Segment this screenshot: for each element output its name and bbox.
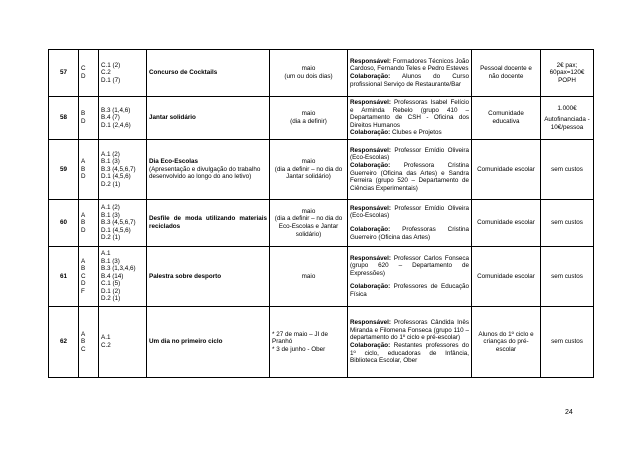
meta-item: C.1 (5): [101, 280, 121, 288]
objective-letter: B: [81, 265, 86, 273]
meta-item: D.2 (1): [101, 180, 121, 188]
cost-line: sem custos: [551, 165, 583, 173]
meta-item: B.3 (4,5,6,7): [101, 219, 136, 227]
responsible-text: Professor Carlos Fonseca (grupo 620 – Departamento de Expressões): [350, 254, 469, 277]
meta-item: D.1 (4,5,6): [101, 173, 131, 181]
collaboration-block: [350, 73, 469, 88]
metas-cell: [99, 247, 147, 307]
responsible-block: [350, 99, 469, 129]
meta-item: C.1 (2): [101, 61, 121, 69]
date-line: (dia a definir – no dia do Jantar solidário): [274, 165, 343, 181]
date-cell: [270, 307, 348, 378]
activity-title: Desfile de moda utilizando materiais reciclados: [149, 215, 267, 230]
cost-line: 2€ pax;: [556, 61, 578, 69]
date-cell: [270, 247, 348, 307]
activity-plan-table: [48, 49, 594, 378]
target-public: Comunidade escolar: [472, 200, 541, 247]
meta-item: B.4 (14): [101, 272, 124, 280]
target-public: Alunos do 1º ciclo e crianças do pré-escolar: [472, 307, 541, 378]
table-row: [49, 307, 594, 378]
date-line: (um ou dois dias): [284, 73, 333, 80]
objective-letter: A: [81, 257, 86, 265]
objective-letter: B: [81, 110, 86, 118]
meta-item: B.1 (3): [101, 257, 120, 265]
objective-letter: D: [81, 118, 86, 125]
collaboration-text: Professora Cristina Guerreiro (Oficina das Artes) e Sandra Ferreira (grupo 520 – Departamento de Ciências Experimentais): [350, 161, 469, 192]
activity-title-cell: [147, 97, 270, 140]
meta-item: B.3 (4,5,6,7): [101, 165, 136, 173]
meta-item: D.1 (7): [101, 76, 121, 84]
date-line: maio: [301, 110, 316, 118]
cost-line: sem custos: [551, 219, 583, 227]
metas-cell: [99, 307, 147, 378]
costs-cell: [541, 140, 594, 200]
objectives-cell: [79, 50, 99, 97]
meta-item: B.3 (1,4,6): [101, 106, 131, 114]
date-line: maio: [301, 158, 316, 166]
metas-cell: [99, 200, 147, 247]
objectives-cell: [79, 247, 99, 307]
activity-number: 59: [49, 140, 79, 200]
date-line: maio: [301, 272, 316, 280]
activity-title: Jantar solidário: [149, 114, 196, 122]
activity-number: 61: [49, 247, 79, 307]
objective-letter: B: [81, 338, 86, 346]
costs-cell: [541, 200, 594, 247]
activity-title: Palestra sobre desporto: [149, 272, 222, 280]
collaboration-text: Clubes e Projetos: [390, 129, 442, 137]
activity-number: 58: [49, 97, 79, 140]
collaboration-label: Colaboração:: [350, 73, 391, 80]
metas-cell: [99, 50, 147, 97]
activity-title-cell: [147, 247, 270, 307]
objective-letter: D: [81, 173, 86, 181]
meta-item: B.1 (3): [101, 158, 120, 166]
cost-line: 1.000€: [557, 104, 577, 112]
collaboration-block: [350, 129, 469, 137]
collaboration-text: Restantes professores do 1º ciclo, educadoras de Infância, Biblioteca Escolar, Ober: [350, 342, 469, 365]
activity-title: Dia Eco-Escolas: [149, 158, 198, 166]
activity-title: Concurso de Cocktails: [149, 69, 218, 77]
responsible-block: [350, 147, 469, 162]
meta-item: D.2 (1): [101, 234, 121, 242]
table-row: [49, 140, 594, 200]
activity-title-cell: [147, 140, 270, 200]
objective-letter: C: [81, 345, 86, 353]
activity-number: 62: [49, 307, 79, 378]
target-public: Comunidade escolar: [472, 247, 541, 307]
meta-item: D.1 (4,5,6): [101, 226, 131, 234]
date-line: (dia a definir): [290, 118, 327, 125]
date-line: maio: [301, 207, 316, 215]
date-cell: [270, 50, 348, 97]
responsible-label: Responsável:: [350, 254, 391, 262]
meta-item: D.1 (2,4,6): [101, 121, 131, 129]
objective-letter: F: [81, 287, 85, 295]
metas-cell: [99, 97, 147, 140]
responsible-text: Professor Emídio Oliveira (Eco-Escolas): [350, 146, 469, 162]
responsible-label: Responsável:: [350, 319, 391, 327]
objective-letter: D: [81, 73, 86, 80]
target-public: Comunidade escolar: [472, 140, 541, 200]
objectives-cell: [79, 140, 99, 200]
collaboration-block: [350, 283, 469, 298]
table-row: [49, 247, 594, 307]
meta-item: B.4 (7): [101, 114, 120, 122]
meta-item: A.1: [101, 249, 111, 257]
cost-line: Autofinanciada - 10€/pessoa: [544, 116, 590, 131]
objectives-cell: [79, 307, 99, 378]
objective-letter: B: [81, 219, 86, 227]
target-public: Comunidade educativa: [472, 97, 541, 140]
table-row: [49, 200, 594, 247]
responsible-label: Responsável:: [350, 99, 391, 107]
responsible-cell: [348, 97, 472, 140]
cost-line: 60pax=120€: [549, 69, 585, 77]
page-number: 24: [565, 409, 573, 416]
meta-item: C.2: [101, 69, 111, 77]
responsible-label: Responsável:: [350, 57, 391, 65]
objective-letter: D: [81, 226, 86, 234]
responsible-text: Professoras Cândida Inês Miranda e Filomena Fonseca (grupo 110 – departamento do 1º ciclo e pré-escolar): [350, 319, 469, 342]
objective-letter: A: [81, 158, 86, 166]
activity-title-cell: [147, 200, 270, 247]
responsible-cell: [348, 50, 472, 97]
date-line: maio: [301, 65, 316, 73]
collaboration-label: Colaboração:: [350, 129, 391, 137]
meta-item: B.3 (1,3,4,6): [101, 265, 136, 273]
date-cell: [270, 140, 348, 200]
objective-letter: B: [81, 165, 86, 173]
objective-letter: A: [81, 211, 86, 219]
meta-item: A.1 (2): [101, 204, 120, 212]
objective-letter: C: [81, 65, 86, 73]
table-row: [49, 50, 594, 97]
responsible-label: Responsável:: [350, 146, 391, 154]
costs-cell: [541, 307, 594, 378]
collaboration-label: Colaboração:: [350, 342, 391, 349]
date-line: * 3 de junho - Ober: [272, 345, 326, 353]
responsible-cell: [348, 140, 472, 200]
activity-number: 60: [49, 200, 79, 247]
activity-rows: [49, 50, 594, 378]
collaboration-text: Professores de Educação Física: [350, 283, 469, 298]
collaboration-text: Alunos do Curso profissional Serviço de Restaurante/Bar: [350, 73, 469, 88]
activity-number: 57: [49, 50, 79, 97]
collaboration-block: [350, 226, 469, 241]
meta-item: A.1: [101, 334, 111, 342]
date-line: * 27 de maio – JI de Pranhó: [272, 330, 329, 346]
responsible-block: [350, 255, 469, 278]
meta-item: C.2: [101, 342, 111, 349]
date-cell: [270, 200, 348, 247]
responsible-text: Formadores Técnicos João Cardoso, Fernando Teles e Pedro Esteves: [350, 57, 469, 73]
meta-item: A.1 (2): [101, 150, 120, 158]
activity-title-cell: [147, 307, 270, 378]
responsible-cell: [348, 307, 472, 378]
responsible-block: [350, 58, 469, 73]
responsible-cell: [348, 200, 472, 247]
cost-line: POPH: [558, 76, 576, 84]
activity-title: Um dia no primeiro ciclo: [149, 338, 223, 346]
collaboration-label: Colaboração:: [350, 161, 391, 169]
meta-item: B.1 (3): [101, 211, 120, 219]
date-line: (dia a definir – no dia do Eco-Escolas e Jantar solidário): [274, 215, 343, 238]
collaboration-block: [350, 162, 469, 192]
activity-title-cell: [147, 50, 270, 97]
objectives-cell: [79, 97, 99, 140]
objective-letter: A: [81, 330, 86, 338]
cost-line: sem custos: [551, 338, 583, 346]
target-public: Pessoal docente e não docente: [472, 50, 541, 97]
responsible-block: [350, 319, 469, 342]
activity-description: (Apresentação e divulgação do trabalho desenvolvido ao longo do ano letivo): [149, 165, 261, 181]
collaboration-block: [350, 342, 469, 365]
objective-letter: C: [81, 272, 86, 280]
responsible-block: [350, 205, 469, 220]
responsible-text: Professoras Isabel Felício e Arminda Rebelo (grupo 410 – Departamento de CSH - Oficina dos Direitos Humanos: [350, 99, 469, 129]
objectives-cell: [79, 200, 99, 247]
costs-cell: [541, 247, 594, 307]
collaboration-label: Colaboração:: [350, 226, 391, 233]
collaboration-label: Colaboração:: [350, 283, 391, 291]
date-cell: [270, 97, 348, 140]
meta-item: D.1 (2): [101, 287, 121, 295]
responsible-label: Responsável:: [350, 204, 391, 212]
cost-line: sem custos: [551, 272, 583, 280]
metas-cell: [99, 140, 147, 200]
responsible-cell: [348, 247, 472, 307]
responsible-text: Professor Emídio Oliveira (Eco-Escolas): [350, 204, 469, 220]
costs-cell: [541, 50, 594, 97]
table-row: [49, 97, 594, 140]
collaboration-text: Professoras Cristina Guerreiro (Oficina das Artes): [350, 226, 469, 241]
costs-cell: [541, 97, 594, 140]
meta-item: D.2 (1): [101, 295, 121, 303]
objective-letter: D: [81, 280, 86, 288]
